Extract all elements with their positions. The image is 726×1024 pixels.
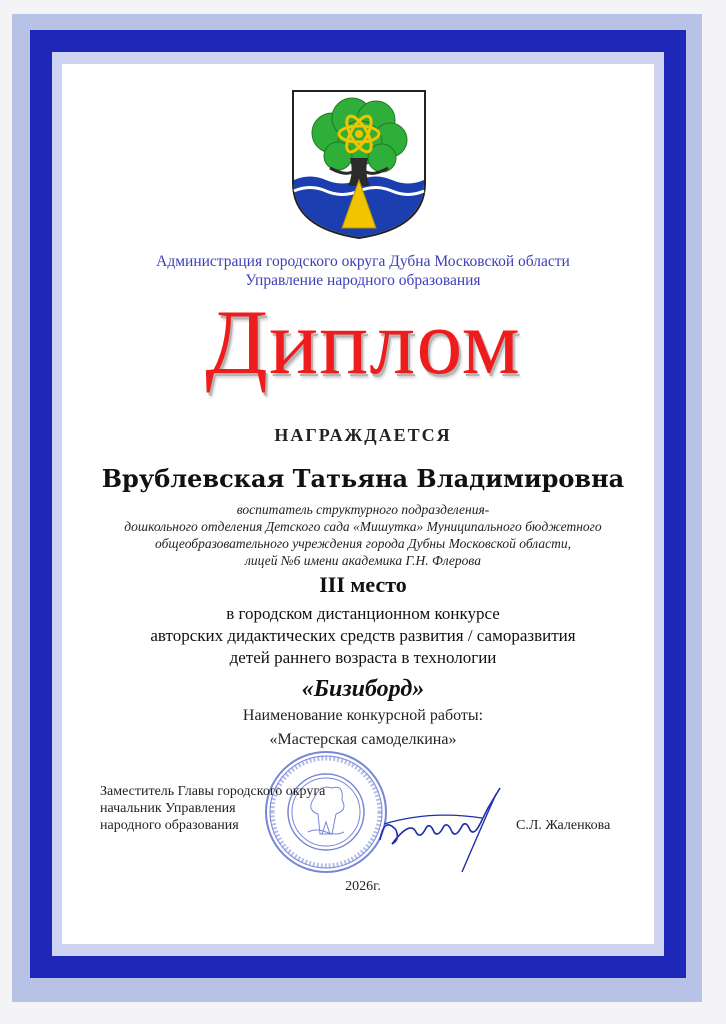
department-name: Управление народного образования [245, 272, 481, 289]
recipient-name: Врублевская Татьяна Владимировна [101, 464, 625, 493]
year: 2026г. [345, 879, 381, 894]
coat-of-arms-icon [290, 88, 428, 245]
competition-line: авторских дидактических средств развития / саморазвития [150, 626, 576, 645]
work-name: «Мастерская самоделкина» [269, 731, 457, 748]
diploma-title: Диплом [205, 291, 521, 393]
signatory-name: С.Л. Жаленкова [516, 818, 611, 833]
awarded-label: НАГРАЖДАЕТСЯ [274, 425, 452, 445]
administration-name: Администрация городского округа Дубна Московской области [156, 253, 570, 270]
signatory-title-line: народного образования [100, 818, 239, 833]
work-label: Наименование конкурсной работы: [242, 707, 484, 724]
competition-line: в городском дистанционном конкурсе [226, 604, 500, 623]
position-line: лицей №6 имени академика Г.Н. Флерова [245, 553, 481, 568]
technology-name: «Бизиборд» [301, 676, 425, 702]
signatory-title-line: начальник Управления [100, 801, 236, 816]
signatory-title-line: Заместитель Главы городского округа [100, 784, 326, 799]
place-awarded: III место [319, 572, 407, 597]
handwritten-signature [370, 780, 530, 885]
position-line: воспитатель структурного подразделения- [236, 502, 490, 517]
position-line: дошкольного отделения Детского сада «Мишутка» Муниципального бюджетного [124, 519, 602, 534]
position-line: общеобразовательного учреждения города Дубны Московской области, [155, 536, 571, 551]
competition-line: детей раннего возраста в технологии [229, 648, 497, 667]
